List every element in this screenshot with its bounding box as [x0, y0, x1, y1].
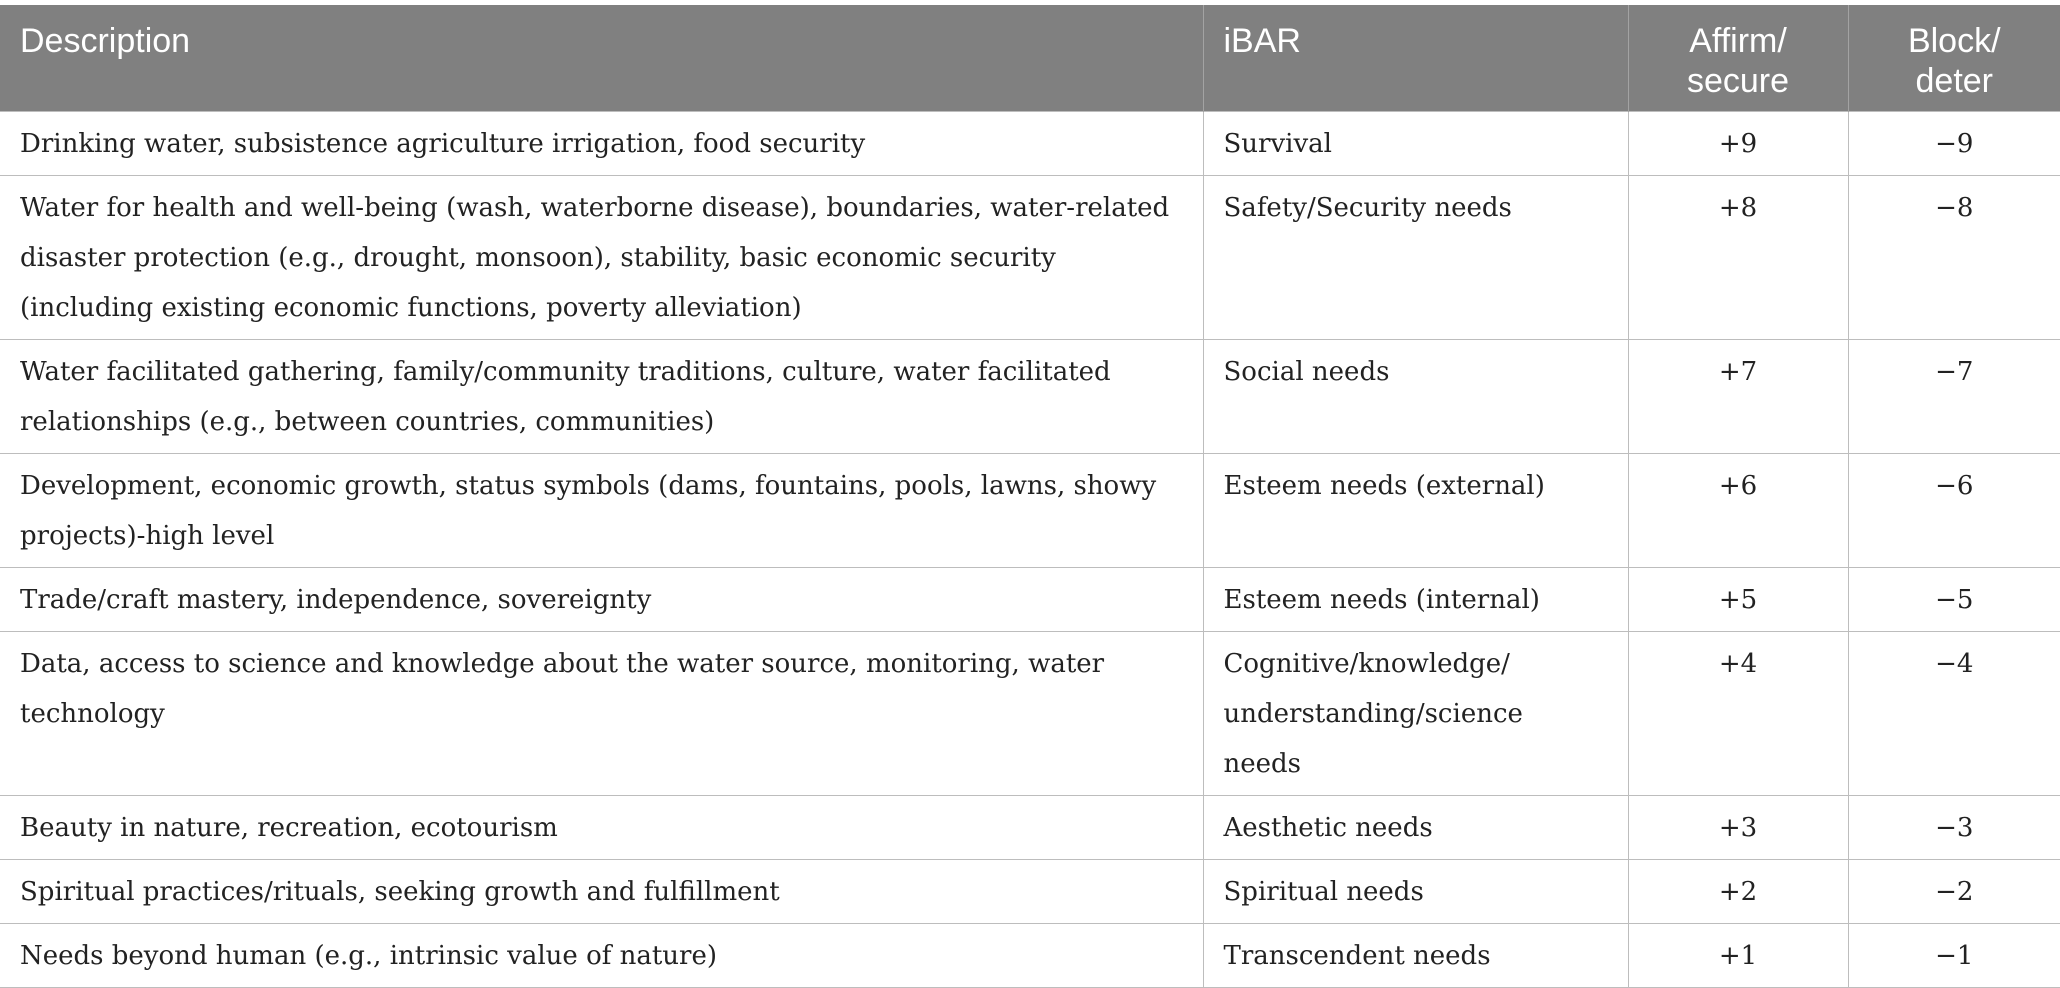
cell-description: Needs beyond human (e.g., intrinsic value of nature) — [0, 924, 1203, 988]
table-header-row — [0, 5, 2060, 112]
cell-affirm: +2 — [1628, 860, 1848, 924]
cell-ibar: Aesthetic needs — [1203, 796, 1628, 860]
cell-ibar: Esteem needs (external) — [1203, 454, 1628, 568]
header-affirm-secure: Affirm/ secure — [1628, 5, 1848, 112]
cell-ibar: Spiritual needs — [1203, 860, 1628, 924]
cell-description: Drinking water, subsistence agriculture irrigation, food security — [0, 112, 1203, 176]
cell-block: −5 — [1848, 568, 2060, 632]
cell-affirm: +6 — [1628, 454, 1848, 568]
cell-block: −3 — [1848, 796, 2060, 860]
table-row — [0, 454, 2060, 568]
cell-description: Development, economic growth, status symbols (dams, fountains, pools, lawns, showy projects)-high level — [0, 454, 1203, 568]
cell-affirm: +4 — [1628, 632, 1848, 796]
header-description: Description — [0, 5, 1203, 112]
cell-block: −1 — [1848, 924, 2060, 988]
cell-description: Water for health and well-being (wash, waterborne disease), boundaries, water-related disaster protection (e.g., drought, monsoon), stability, basic economic security (including existing economic functions, poverty alleviation) — [0, 176, 1203, 340]
cell-ibar: Esteem needs (internal) — [1203, 568, 1628, 632]
table-row — [0, 860, 2060, 924]
cell-ibar: Survival — [1203, 112, 1628, 176]
cell-ibar: Transcendent needs — [1203, 924, 1628, 988]
needs-table — [0, 5, 2060, 988]
table-row — [0, 340, 2060, 454]
cell-block: −8 — [1848, 176, 2060, 340]
header-block-deter: Block/ deter — [1848, 5, 2060, 112]
cell-block: −6 — [1848, 454, 2060, 568]
cell-description: Data, access to science and knowledge about the water source, monitoring, water technology — [0, 632, 1203, 796]
table-row — [0, 176, 2060, 340]
cell-affirm: +1 — [1628, 924, 1848, 988]
cell-description: Trade/craft mastery, independence, sovereignty — [0, 568, 1203, 632]
cell-block: −2 — [1848, 860, 2060, 924]
table-row — [0, 796, 2060, 860]
cell-affirm: +5 — [1628, 568, 1848, 632]
table-row — [0, 112, 2060, 176]
cell-block: −4 — [1848, 632, 2060, 796]
cell-block: −9 — [1848, 112, 2060, 176]
cell-ibar: Social needs — [1203, 340, 1628, 454]
table-row — [0, 632, 2060, 796]
table-container — [0, 5, 2060, 988]
table-row — [0, 568, 2060, 632]
cell-block: −7 — [1848, 340, 2060, 454]
cell-affirm: +8 — [1628, 176, 1848, 340]
cell-affirm: +7 — [1628, 340, 1848, 454]
header-ibar: iBAR — [1203, 5, 1628, 112]
cell-affirm: +9 — [1628, 112, 1848, 176]
table-row — [0, 924, 2060, 988]
cell-ibar: Cognitive/knowledge/ understanding/science needs — [1203, 632, 1628, 796]
cell-ibar: Safety/Security needs — [1203, 176, 1628, 340]
cell-description: Water facilitated gathering, family/community traditions, culture, water facilitated relationships (e.g., between countries, communities) — [0, 340, 1203, 454]
cell-affirm: +3 — [1628, 796, 1848, 860]
cell-description: Beauty in nature, recreation, ecotourism — [0, 796, 1203, 860]
cell-description: Spiritual practices/rituals, seeking growth and fulfillment — [0, 860, 1203, 924]
